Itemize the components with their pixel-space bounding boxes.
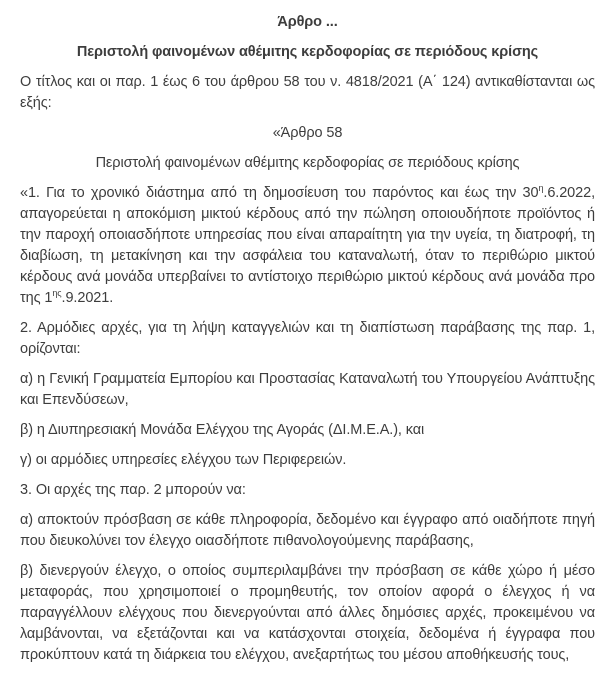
paragraph-2-item-b: β) η Διυπηρεσιακή Μονάδα Ελέγχου της Αγοράς (ΔΙ.Μ.Ε.Α.), και	[20, 422, 425, 438]
paragraph-1-run-1: «1. Για το χρονικό διάστημα από τη δημοσίευση του παρόντος και έως την 30	[20, 185, 539, 201]
quoted-article-heading: «Άρθρο 58	[272, 125, 343, 141]
paragraph-3-item-a: α) αποκτούν πρόσβαση σε κάθε πληροφορία, δεδομένο και έγγραφο από οιαδήποτε πηγή που διευκολύνει τον έλεγχο οιασδήποτε πιθανολογούμενης παράβασης,	[20, 512, 595, 549]
paragraph-1	[20, 183, 595, 309]
paragraph-1-date-superscript-1: η	[538, 183, 544, 194]
paragraph-2-item-a: α) η Γενική Γραμματεία Εμπορίου και Προστασίας Καταναλωτή του Υπουργείου Ανάπτυξης και Επενδύσεων,	[20, 371, 595, 408]
intro-paragraph: Ο τίτλος και οι παρ. 1 έως 6 του άρθρου 58 του ν. 4818/2021 (Α΄ 124) αντικαθίστανται ως εξής:	[20, 74, 595, 111]
article-heading: Άρθρο ...	[277, 14, 338, 30]
paragraph-1-run-3: .9.2021.	[61, 290, 114, 306]
paragraph-3-item-b: β) διενεργούν έλεγχο, ο οποίος συμπεριλαμβάνει την πρόσβαση σε κάθε χώρο ή μέσο μεταφοράς, που χρησιμοποιεί ο προμηθευτής, τον οποίον αφορά ο έλεγχος ή να παραγγέλλουν ελέγχους που διενεργούνται από άλλες δημόσιες αρχές, προκειμένου να λαμβάνονται, να εξετάζονται και να κατάσχονται στοιχεία, δεδομένα ή έγγραφα που προκύπτουν κατά τη διάρκεια του ελέγχου, ανεξαρτήτως του μέσου αποθήκευσής τους,	[20, 563, 595, 663]
paragraph-1-date-superscript-2: ης	[52, 288, 62, 299]
paragraph-2-intro: 2. Αρμόδιες αρχές, για τη λήψη καταγγελιών και τη διαπίστωση παράβασης της παρ. 1, ορίζονται:	[20, 320, 595, 357]
paragraph-1-run-2: .6.2022, απαγορεύεται η αποκόμιση μικτού κέρδους από την πώληση οποιουδήποτε προϊόντος ή την παροχή οποιασδήποτε υπηρεσίας που είναι απαραίτητη για την υγεία, τη διατροφή, τη διαβίωση, τη μετακίνηση και την ασφάλεια του καταναλωτή, όταν το περιθώριο μικτού κέρδους ανά μονάδα υπερβαίνει το αντίστοιχο περιθώριο μικτού κέρδους ανά μονάδα προ της 1	[20, 185, 595, 306]
article-subtitle: Περιστολή φαινομένων αθέμιτης κερδοφορίας σε περιόδους κρίσης	[76, 44, 539, 60]
quoted-article-subtitle: Περιστολή φαινομένων αθέμιτης κερδοφορίας σε περιόδους κρίσης	[95, 155, 520, 171]
paragraph-2-item-c: γ) οι αρμόδιες υπηρεσίες ελέγχου των Περιφερειών.	[20, 452, 347, 468]
paragraph-3-intro: 3. Οι αρχές της παρ. 2 μπορούν να:	[20, 482, 246, 498]
